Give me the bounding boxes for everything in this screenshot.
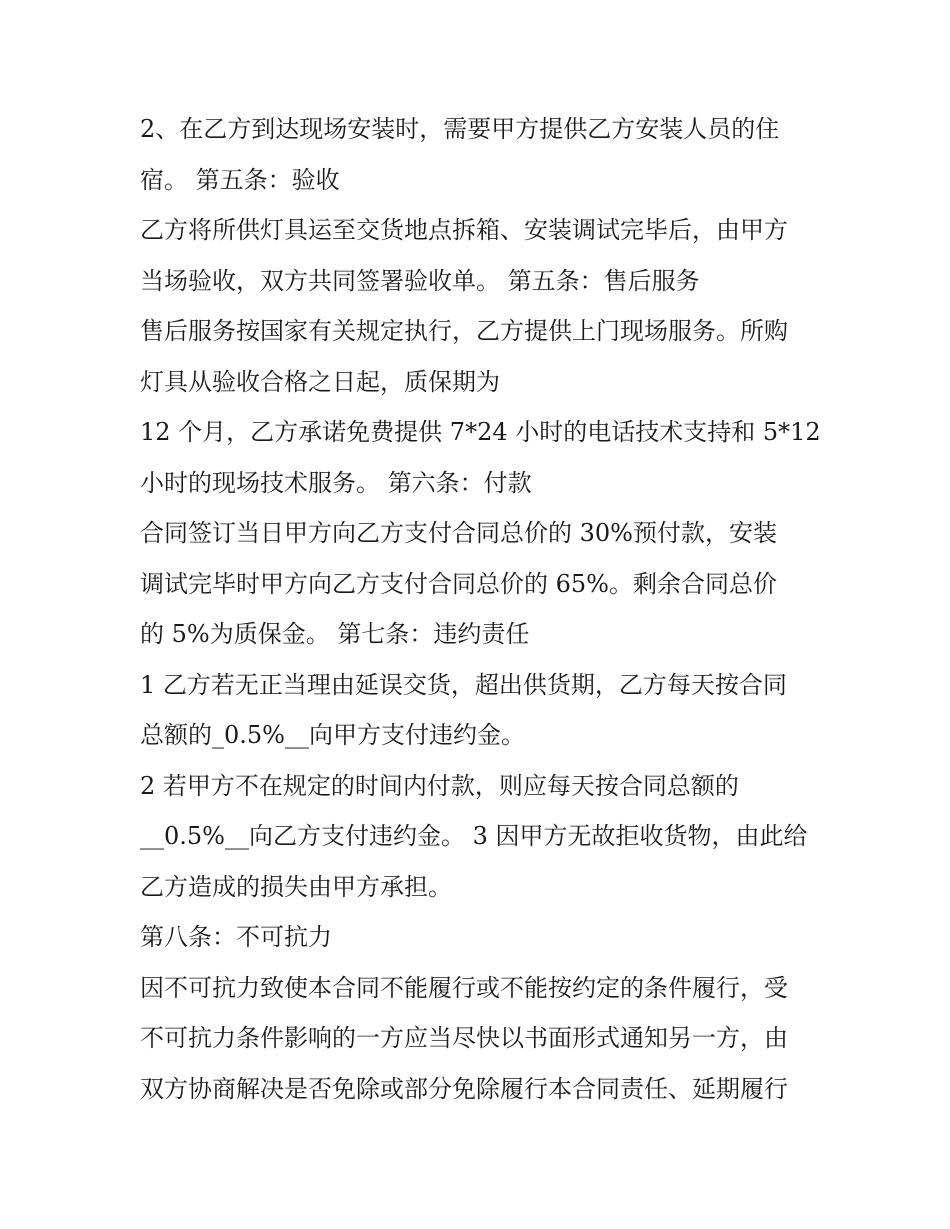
text-line: 灯具从验收合格之日起，质保期为 [140, 367, 500, 396]
text-line: 乙方造成的损失由甲方承担。 [140, 872, 452, 901]
text-line: 12 个月，乙方承诺免费提供 7*24 小时的电话技术支持和 5*12 [140, 418, 821, 446]
text-line: __0.5%__向乙方支付违约金。 3 因甲方无故拒收货物，由此给 [140, 822, 808, 850]
contract-text-body [140, 104, 830, 1114]
text-line: 2 若甲方不在规定的时间内付款，则应每天按合同总额的 [140, 771, 739, 800]
text-line: 的 5%为质保金。 第七条：违约责任 [140, 620, 530, 648]
text-line: 售后服务按国家有关规定执行，乙方提供上门现场服务。所购 [140, 317, 788, 345]
text-line: 双方协商解决是否免除或部分免除履行本合同责任、延期履行 [140, 1074, 788, 1103]
text-line: 当场验收，双方共同签署验收单。 第五条：售后服务 [140, 266, 700, 295]
text-line: 小时的现场技术服务。 第六条：付款 [140, 468, 532, 497]
text-line: 因不可抗力致使本合同不能履行或不能按约定的条件履行，受 [140, 973, 788, 1002]
text-line: 总额的_0.5%__向甲方支付违约金。 [140, 721, 525, 749]
text-line: 第八条：不可抗力 [140, 923, 332, 951]
text-line: 2、在乙方到达现场安装时，需要甲方提供乙方安装人员的住 [140, 115, 780, 143]
text-line: 合同签订当日甲方向乙方支付合同总价的 30%预付款，安装 [140, 519, 777, 547]
text-line: 调试完毕时甲方向乙方支付合同总价的 65%。剩余合同总价 [140, 569, 777, 598]
text-line: 1 乙方若无正当理由延误交货，超出供货期，乙方每天按合同 [140, 670, 787, 699]
text-line: 乙方将所供灯具运至交货地点拆箱、安装调试完毕后，由甲方 [140, 216, 788, 244]
text-line: 不可抗力条件影响的一方应当尽快以书面形式通知另一方，由 [140, 1024, 788, 1052]
text-line: 宿。 第五条：验收 [140, 165, 340, 194]
